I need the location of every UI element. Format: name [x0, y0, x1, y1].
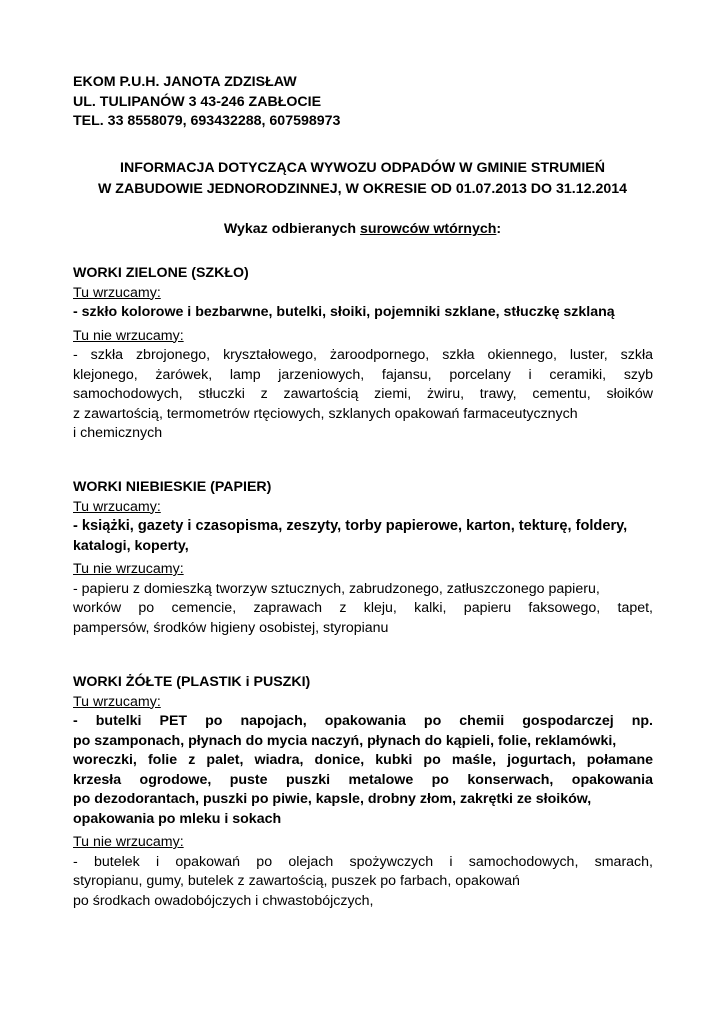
section-paper [73, 478, 653, 638]
document-title [40, 158, 685, 199]
company-name: EKOM P.U.H. JANOTA ZDZISŁAW [73, 74, 297, 90]
yes-label: Tu wrzucamy: [73, 284, 161, 301]
no-line: i chemicznych [73, 425, 163, 441]
section-heading: WORKI NIEBIESKIE (PAPIER) [73, 479, 272, 495]
subtitle-suffix: : [496, 221, 502, 237]
section-plastic [73, 673, 653, 911]
section-glass [73, 264, 653, 444]
subtitle-prefix: Wykaz odbieranych [223, 221, 361, 237]
no-label: Tu nie wrzucamy: [73, 327, 184, 344]
no-line: z zawartością, termometrów rtęciowych, szklanych opakowań farmaceutycznych [73, 405, 578, 422]
no-line: po środkach owadobójczych i chwastobójczych, [73, 892, 374, 909]
yes-line: po szamponach, płynach do mycia naczyń, płynach do kąpieli, folie, reklamówki, [73, 732, 617, 749]
subtitle-underlined: surowców wtórnych [360, 221, 497, 237]
title-line-2: W ZABUDOWIE JEDNORODZINNEJ, W OKRESIE OD 01.07.2013 DO 31.12.2014 [97, 180, 628, 197]
no-line: - szkła zbrojonego, kryształowego, żaroodpornego, szkła okiennego, luster, szkła [73, 347, 653, 363]
no-line: samochodowych, stłuczki z zawartością ziemi, żwiru, trawy, cementu, słoików [73, 386, 653, 402]
title-line-1: INFORMACJA DOTYCZĄCA WYWOZU ODPADÓW W GMINIE STRUMIEŃ [120, 160, 605, 176]
yes-line: opakowania po mleku i sokach [73, 810, 282, 827]
no-line: - papieru z domieszką tworzyw sztucznych, zabrudzonego, zatłuszczonego papieru, [73, 580, 600, 597]
no-line: - butelek i opakowań po olejach spożywczych i samochodowych, smarach, [73, 853, 653, 870]
yes-line: woreczki, folie z palet, wiadra, donice, kubki po maśle, jogurtach, połamane [73, 752, 653, 768]
yes-line: po dezodorantach, puszki po piwie, kapsle, drobny złom, zakrętki ze słoików, [73, 791, 592, 807]
section-heading: WORKI ŻÓŁTE (PLASTIK i PUSZKI) [73, 674, 311, 690]
yes-line: - butelki PET po napojach, opakowania po chemii gospodarczej np. [73, 713, 653, 729]
yes-line: - książki, gazety i czasopisma, zeszyty, torby papierowe, karton, tekturę, foldery, [73, 518, 628, 534]
no-line: klejonego, żarówek, lamp jarzeniowych, fajansu, porcelany i ceramiki, szyb [73, 366, 653, 383]
no-line: worków po cemencie, zaprawach z kleju, kalki, papieru faksowego, tapet, [73, 600, 653, 616]
no-line: styropianu, gumy, butelek z zawartością, puszek po farbach, opakowań [73, 873, 520, 889]
subtitle-line [40, 220, 685, 240]
company-header [73, 73, 653, 132]
no-label: Tu nie wrzucamy: [73, 834, 184, 850]
yes-line: - szkło kolorowe i bezbarwne, butelki, słoiki, pojemniki szklane, stłuczkę szklaną [73, 304, 615, 320]
yes-label: Tu wrzucamy: [73, 693, 161, 710]
company-address: UL. TULIPANÓW 3 43-246 ZABŁOCIE [73, 93, 322, 110]
yes-line: krzesła ogrodowe, puste puszki metalowe po konserwach, opakowania [73, 771, 653, 788]
subtitle [40, 220, 685, 240]
yes-label: Tu wrzucamy: [73, 498, 161, 515]
no-line: pampersów, środków higieny osobistej, styropianu [73, 619, 389, 636]
no-label: Tu nie wrzucamy: [73, 561, 184, 577]
section-heading: WORKI ZIELONE (SZKŁO) [73, 265, 249, 281]
company-phone: TEL. 33 8558079, 693432288, 607598973 [73, 113, 341, 129]
yes-line: katalogi, koperty, [73, 537, 189, 554]
